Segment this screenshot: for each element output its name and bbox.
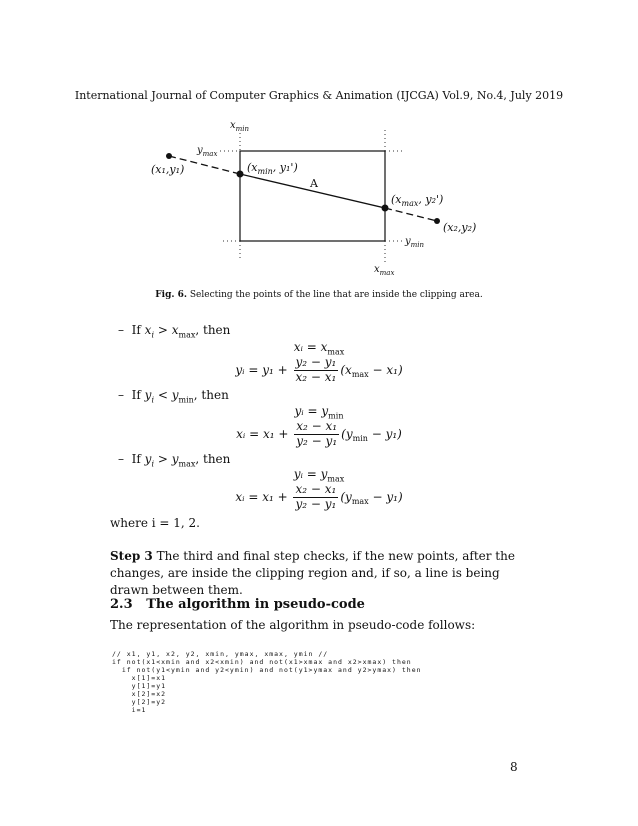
- code-line: if not(y1<ymin and y2<ymin) and not(y1>ymax and y2>ymax) then: [112, 666, 422, 674]
- page-number: 8: [510, 760, 518, 774]
- pseudo-code-block: [112, 642, 422, 722]
- where-line: where i = 1, 2.: [110, 516, 200, 530]
- code-line: x[2]=x2: [112, 690, 167, 698]
- code-line: y[2]=y2: [112, 698, 167, 706]
- code-line: i=1: [112, 706, 147, 714]
- clipping-rectangle: [240, 151, 385, 241]
- code-line: x[1]=x1: [112, 674, 167, 682]
- point-xmin: [237, 171, 244, 178]
- point-p2: [434, 218, 440, 224]
- code-line: y[1]=y1: [112, 682, 167, 690]
- figure-caption: [0, 290, 638, 300]
- case-1-condition: – If $x_i > x_{max}$, then: [118, 323, 231, 340]
- case-1-eq2: yᵢ = y₁ + $\frac{\text{y₂ − y₁}}{\text{x₂ − x₁}}$ $(x_{max} - x_1)$: [235, 355, 403, 384]
- case-2-eq2: xᵢ = x₁ + $\frac{\text{x₂ − x₁}}{\text{y₂ − y₁}}$ $(y_{min} - y_1)$: [236, 419, 402, 448]
- label-xmin-top: $x_{min}$: [230, 120, 250, 133]
- label-ymax: $y_{max}$: [197, 145, 218, 158]
- label-xmax-bottom: $x_{max}$: [374, 264, 395, 277]
- case-2-condition: – If $y_i < y_{min}$, then: [118, 388, 229, 405]
- case-3-condition: – If $y_i > y_{max}$, then: [118, 452, 231, 469]
- running-header: International Journal of Computer Graphics & Animation (IJCGA) Vol.9, No.4, July 2019: [74, 89, 564, 102]
- caption-text: Selecting the points of the line that are inside the clipping area.: [187, 290, 483, 300]
- code-line: if not(x1<xmin and x2<xmin) and not(x1>xmax and x2>xmax) then: [112, 658, 412, 666]
- case-1-eq1: xᵢ = $x_{max}$: [293, 340, 345, 357]
- caption-label: Fig. 6.: [155, 290, 188, 300]
- label-pmax: ($x_{max}$, y₂'): [391, 193, 444, 208]
- case-2-eq1: yᵢ = $y_{min}$: [294, 404, 344, 421]
- case-3-eq1: yᵢ = $y_{max}$: [293, 467, 345, 484]
- clipping-figure: [135, 115, 495, 280]
- section-number: 2.3: [110, 597, 133, 612]
- point-p1: [166, 153, 172, 159]
- step-3-paragraph: [110, 548, 520, 599]
- step-3-label: Step 3: [110, 549, 153, 563]
- case-3-eq2: xᵢ = x₁ + $\frac{\text{x₂ − x₁}}{\text{y₂ − y₁}}$ $(y_{max} - y_1)$: [235, 482, 403, 511]
- section-title: The algorithm in pseudo-code: [146, 597, 365, 612]
- label-p1: (x₁,y₁): [151, 163, 185, 176]
- label-ymin: $y_{min}$: [405, 236, 425, 249]
- point-xmax: [382, 205, 389, 212]
- dashed-segment-right: [385, 208, 437, 221]
- label-p2: (x₂,y₂): [443, 221, 477, 234]
- section-heading: [110, 597, 365, 612]
- step-3-text: The third and final step checks, if the new points, after the changes, are inside the clipping region and, if so, a line is being drawn between them.: [110, 549, 515, 597]
- label-area: A: [310, 177, 318, 190]
- label-pmin: ($x_{min}$, y₁'): [247, 161, 298, 176]
- intro-paragraph: The representation of the algorithm in pseudo-code follows:: [110, 618, 476, 632]
- code-line: // x1, y1, x2, y2, xmin, ymax, xmax, ymin //: [112, 650, 329, 658]
